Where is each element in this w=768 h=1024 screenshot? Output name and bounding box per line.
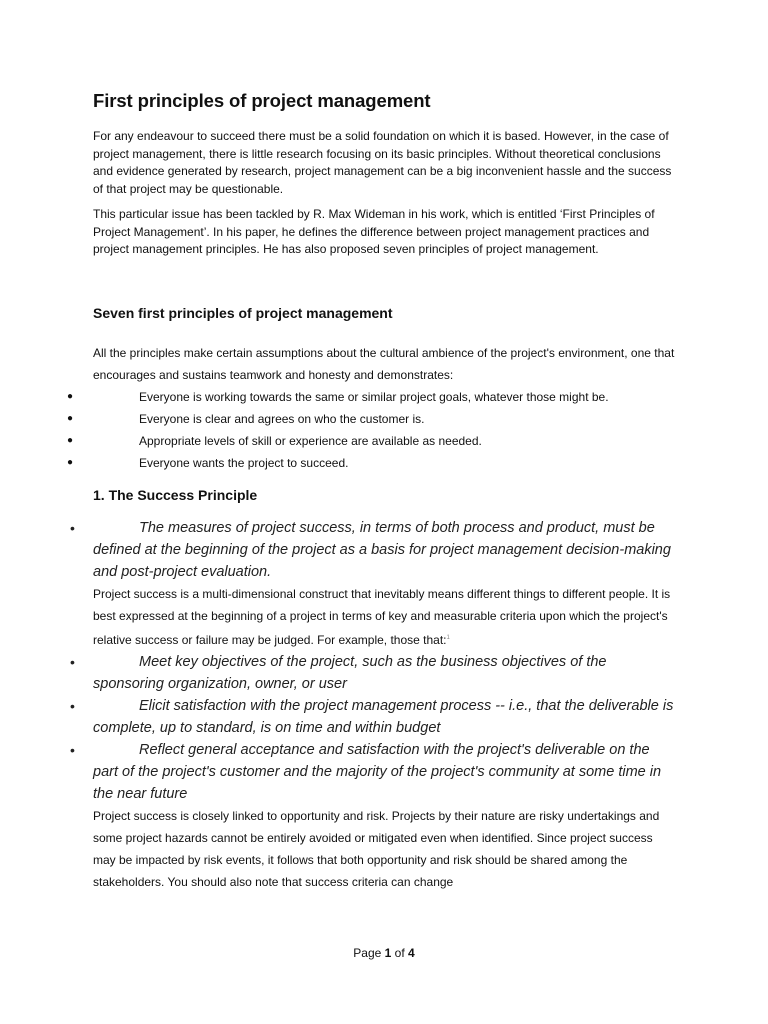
bullet-icon: ● [67, 434, 74, 446]
bullet-icon: • [70, 741, 75, 758]
page-footer [0, 946, 768, 960]
assumptions-list [67, 386, 678, 474]
criteria-item: • Elicit satisfaction with the project management process -- i.e., that the deliverable is complete, up to standard, is on time and within budget [93, 695, 678, 739]
current-page-number: 1 [384, 946, 392, 960]
section-heading: Seven first principles of project management [93, 304, 393, 321]
principle-body: Project success is a multi-dimensional construct that inevitably means different things to different people. It is best expressed at the beginning of a project in terms of key and measurable criteria upon which the project's relative success or failure may be judged. For example, those that:$^1$ [93, 586, 671, 647]
principle-quote: • The measures of project success, in terms of both process and product, must be defined at the beginning of the project as a basis for project management decision-making and post-project evaluation. [93, 517, 678, 583]
list-item: ● Appropriate levels of skill or experience are available as needed. [93, 430, 678, 452]
criteria-item: • Meet key objectives of the project, such as the business objectives of the sponsoring organization, owner, or user [93, 651, 678, 695]
bullet-icon: • [70, 697, 75, 714]
principle-heading: 1. The Success Principle [93, 486, 258, 503]
section-intro: All the principles make certain assumptions about the cultural ambience of the project's environment, one that encourages and sustains teamwork and honesty and demonstrates: [93, 345, 675, 382]
document-title: First principles of project management [93, 90, 431, 111]
list-item: ● Everyone is working towards the same or similar project goals, whatever those might be. [93, 386, 678, 408]
list-item: ● Everyone is clear and agrees on who the customer is. [93, 408, 678, 430]
bullet-icon: ● [67, 412, 74, 424]
footnote-link[interactable]: 1 [446, 634, 450, 641]
document-content [67, 90, 678, 893]
bullet-icon: ● [67, 390, 74, 402]
intro-paragraph-1: For any endeavour to succeed there must be a solid foundation on which it is based. However, in the case of project management, there is little research focusing on its basic principles. Without theoretical conclusions and evidence generated by research, project management can be a big inconvenient hassle and the success of that project may be questionable. [93, 129, 672, 196]
bullet-icon: ● [67, 456, 74, 468]
bullet-icon: • [70, 519, 75, 536]
principle-body-2: Project success is closely linked to opportunity and risk. Projects by their nature are risky undertakings and some project hazards cannot be entirely avoided or mitigated even when identified. Since project success may be impacted by risk events, it follows that both opportunity and risk should be shared among the stakeholders. You should also note that success criteria can change [93, 808, 660, 889]
criteria-item: • Reflect general acceptance and satisfaction with the project's deliverable on the part of the project's customer and the majority of the project's community at some time in the near future [93, 739, 678, 805]
page-word: Page [353, 946, 382, 960]
bullet-icon: • [70, 653, 75, 670]
total-page-number: 4 [408, 946, 415, 960]
of-word: of [394, 946, 405, 960]
list-item: ● Everyone wants the project to succeed. [93, 452, 678, 474]
intro-paragraph-2: This particular issue has been tackled by R. Max Wideman in his work, which is entitled ‘First Principles of Project Management’. In his paper, he defines the difference between project management practices and project management principles. He has also proposed seven principles of project management. [93, 207, 655, 256]
